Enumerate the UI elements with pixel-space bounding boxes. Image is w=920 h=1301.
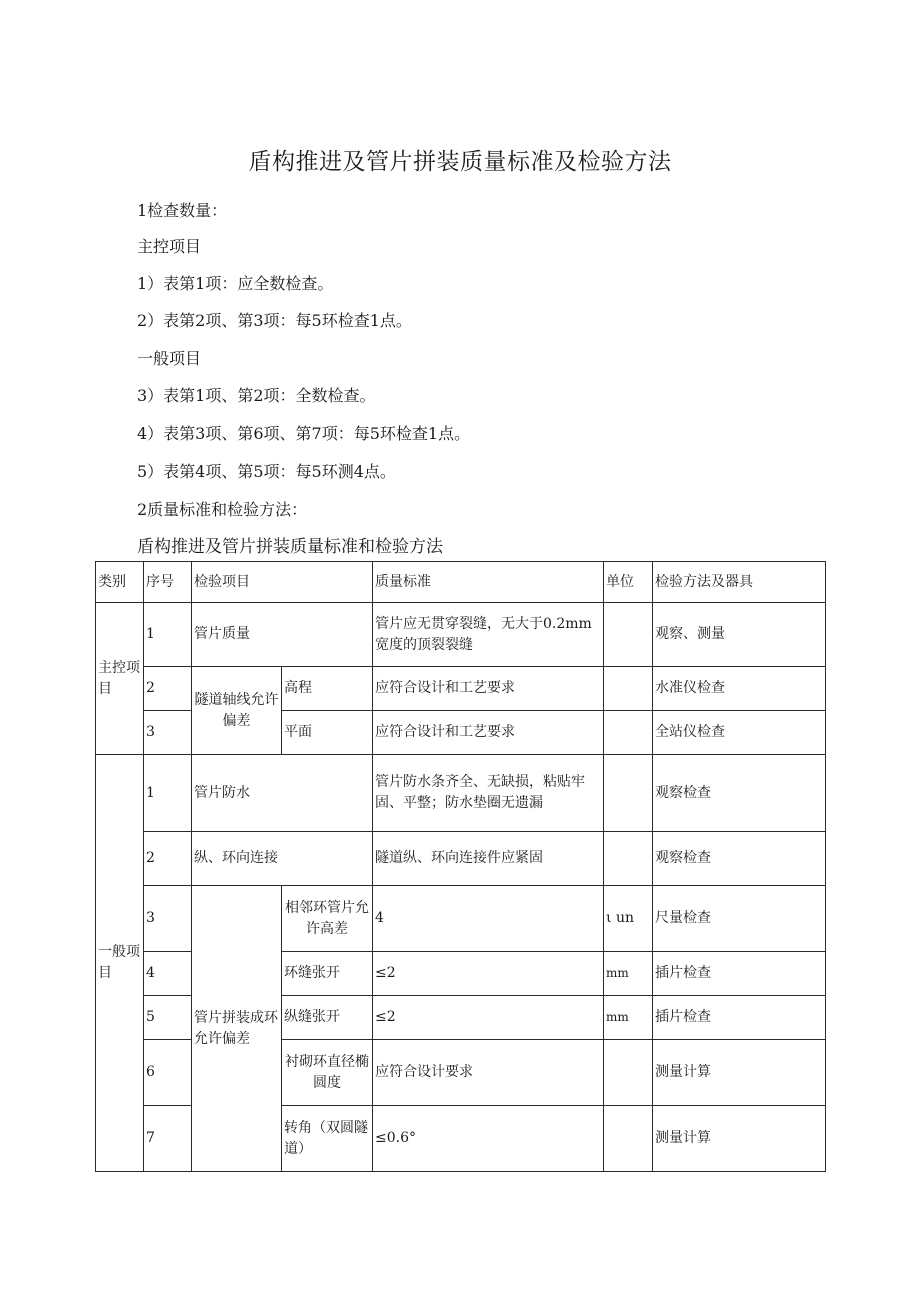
unit-cell [604, 832, 653, 886]
group-label-cell: 管片拼装成环允许偏差 [192, 886, 282, 1172]
row-number: 6 [144, 1040, 192, 1106]
section-heading-quantity: 1检查数量： [137, 201, 228, 220]
standard-cell: 应符合设计和工艺要求 [373, 667, 604, 711]
unit-cell: mm [604, 952, 653, 996]
standard-cell: ≤0.6° [373, 1106, 604, 1172]
method-cell: 插片检查 [653, 952, 826, 996]
table-row [96, 886, 826, 952]
header-unit: 单位 [604, 562, 653, 603]
unit-cell [604, 603, 653, 667]
method-cell: 插片检查 [653, 996, 826, 1040]
sub-item-cell: 纵缝张开 [282, 996, 373, 1040]
list-item: 2）表第2项、第3项：每5环检查1点。 [137, 311, 412, 330]
category-cell: 主控项目 [96, 603, 144, 755]
table-header-row [96, 562, 826, 603]
list-item: 5）表第4项、第5项：每5环测4点。 [137, 462, 396, 481]
item-cell: 纵、环向连接 [192, 832, 373, 886]
row-number: 1 [144, 755, 192, 832]
row-number: 1 [144, 603, 192, 667]
page-title: 盾构推进及管片拼装质量标准及检验方法 [248, 149, 672, 175]
sub-item-cell: 转角（双圆隧道） [282, 1106, 373, 1172]
subheading-main-control: 主控项目 [137, 237, 202, 256]
header-number: 序号 [144, 562, 192, 603]
sub-item-cell: 环缝张开 [282, 952, 373, 996]
standard-cell: ≤2 [373, 952, 604, 996]
item-cell: 管片质量 [192, 603, 373, 667]
list-item: 1）表第1项：应全数检查。 [137, 274, 334, 293]
sub-item-cell: 相邻环管片允许高差 [282, 886, 373, 952]
sub-item-cell: 高程 [282, 667, 373, 711]
list-item: 4）表第3项、第6项、第7项：每5环检查1点。 [137, 424, 471, 443]
unit-cell: ι un [604, 886, 653, 952]
section-heading-standards: 2质量标准和检验方法： [137, 500, 308, 519]
header-item: 检验项目 [192, 562, 373, 603]
table-row [96, 603, 826, 667]
unit-cell [604, 667, 653, 711]
method-cell: 测量计算 [653, 1040, 826, 1106]
table-row [96, 832, 826, 886]
standard-cell: 隧道纵、环向连接件应紧固 [373, 832, 604, 886]
row-number: 7 [144, 1106, 192, 1172]
method-cell: 观察检查 [653, 755, 826, 832]
method-cell: 水准仪检查 [653, 667, 826, 711]
method-cell: 观察检查 [653, 832, 826, 886]
standard-cell: 4 [373, 886, 604, 952]
sub-item-cell: 平面 [282, 711, 373, 755]
standard-cell: 应符合设计和工艺要求 [373, 711, 604, 755]
category-cell: 一般项目 [96, 755, 144, 1172]
unit-cell [604, 711, 653, 755]
method-cell: 测量计算 [653, 1106, 826, 1172]
standard-cell: ≤2 [373, 996, 604, 1040]
quality-standards-table [95, 561, 826, 1172]
unit-cell [604, 1106, 653, 1172]
standard-cell: 管片应无贯穿裂缝，无大于0.2mm宽度的顶裂裂缝 [373, 603, 604, 667]
list-item: 3）表第1项、第2项：全数检查。 [137, 386, 376, 405]
unit-cell [604, 755, 653, 832]
standard-cell: 管片防水条齐全、无缺损，粘贴牢固、平整；防水垫圈无遗漏 [373, 755, 604, 832]
method-cell: 尺量检查 [653, 886, 826, 952]
unit-cell [604, 1040, 653, 1106]
table-row [96, 755, 826, 832]
group-label-cell: 隧道轴线允许偏差 [192, 667, 282, 755]
method-cell: 全站仪检查 [653, 711, 826, 755]
table-row [96, 667, 826, 711]
method-cell: 观察、测量 [653, 603, 826, 667]
unit-cell: mm [604, 996, 653, 1040]
standard-cell: 应符合设计要求 [373, 1040, 604, 1106]
table-caption: 盾构推进及管片拼装质量标准和检验方法 [137, 537, 443, 557]
row-number: 2 [144, 832, 192, 886]
row-number: 4 [144, 952, 192, 996]
subheading-general: 一般项目 [137, 349, 202, 368]
row-number: 3 [144, 886, 192, 952]
header-category: 类别 [96, 562, 144, 603]
row-number: 3 [144, 711, 192, 755]
row-number: 2 [144, 667, 192, 711]
row-number: 5 [144, 996, 192, 1040]
header-standard: 质量标准 [373, 562, 604, 603]
item-cell: 管片防水 [192, 755, 373, 832]
header-method: 检验方法及器具 [653, 562, 826, 603]
sub-item-cell: 衬砌环直径椭圆度 [282, 1040, 373, 1106]
